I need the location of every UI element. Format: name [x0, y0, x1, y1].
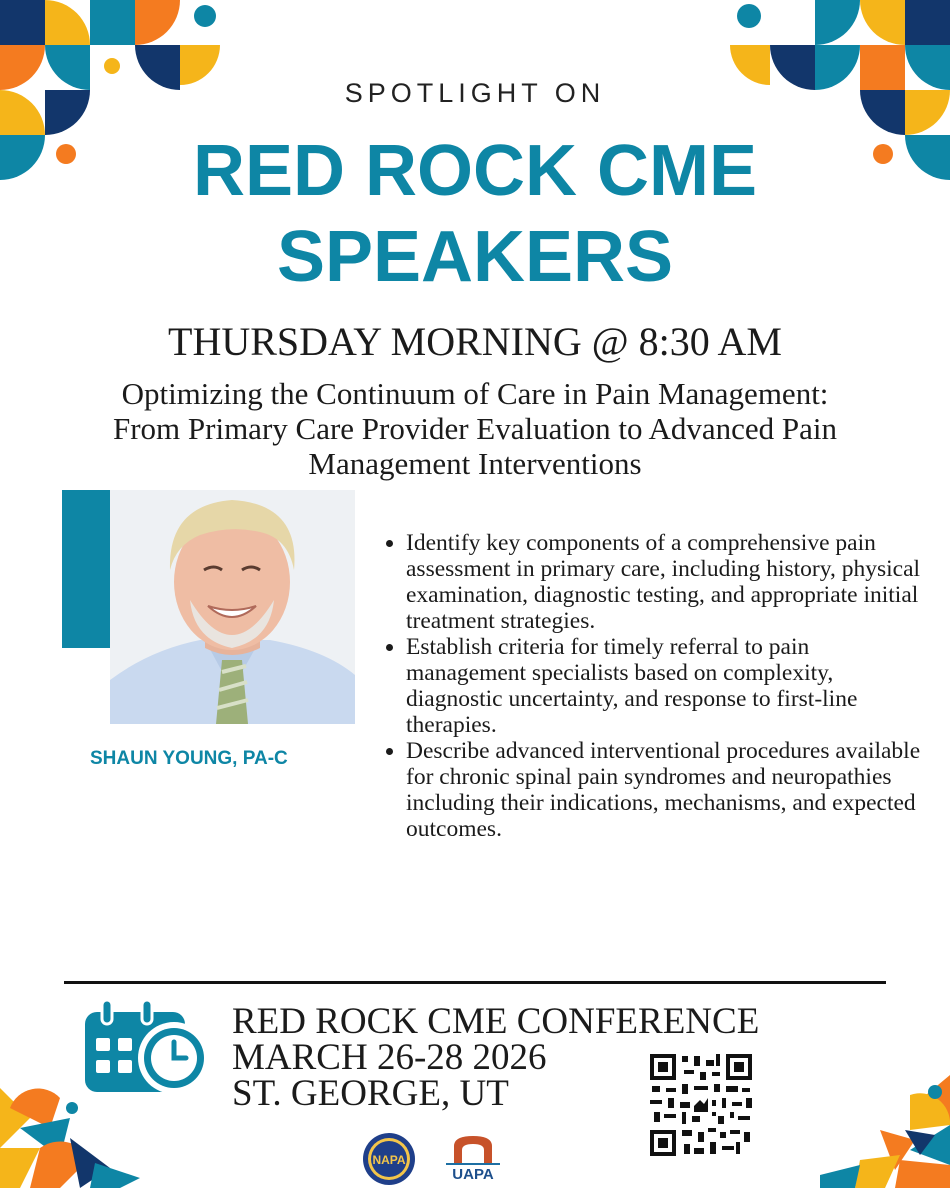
napa-logo-text: NAPA — [372, 1153, 406, 1167]
page-title — [0, 128, 950, 300]
session-title — [30, 376, 920, 481]
calendar-clock-icon — [82, 998, 212, 1096]
session-title-line: From Primary Care Provider Evaluation to Advanced Pain — [112, 411, 838, 446]
session-title-line: Optimizing the Continuum of Care in Pain Management: — [121, 376, 829, 411]
objective-item: • Establish criteria for timely referral to pain management specialists based on complexity, diagnostic uncertainty, and response to first-line therapies. — [406, 634, 926, 738]
title-line-2: SPEAKERS — [276, 217, 674, 297]
qr-code[interactable] — [648, 1052, 754, 1158]
title-line-1: RED ROCK CME — [192, 131, 757, 211]
napa-logo — [362, 1132, 416, 1186]
uapa-logo-text: UAPA — [452, 1166, 494, 1183]
conference-name: RED ROCK CME CONFERENCE — [232, 1001, 760, 1042]
speaker-name: SHAUN YOUNG, PA-C — [90, 748, 288, 769]
session-title-line: Management Interventions — [308, 446, 642, 481]
objective-item: • Identify key components of a comprehensive pain assessment in primary care, including history, physical examination, diagnostic testing, and appropriate initial treatment strategies. — [406, 530, 926, 634]
kicker-text: SPOTLIGHT ON — [344, 78, 606, 108]
session-time: THURSDAY MORNING @ 8:30 AM — [168, 319, 782, 364]
conference-dates: MARCH 26-28 2026 — [232, 1037, 547, 1078]
shaun-young-portrait — [110, 490, 355, 724]
bottom-right-decoration — [800, 1070, 950, 1188]
speaker-photo — [110, 490, 355, 724]
learning-objectives — [383, 530, 926, 842]
uapa-logo — [440, 1130, 506, 1186]
conference-location: ST. GEORGE, UT — [232, 1073, 509, 1114]
divider-line — [64, 981, 886, 984]
objective-item: • Describe advanced interventional procedures available for chronic spinal pain syndromes and neuropathies including their indications, mechanisms, and expected outcomes. — [406, 738, 926, 842]
